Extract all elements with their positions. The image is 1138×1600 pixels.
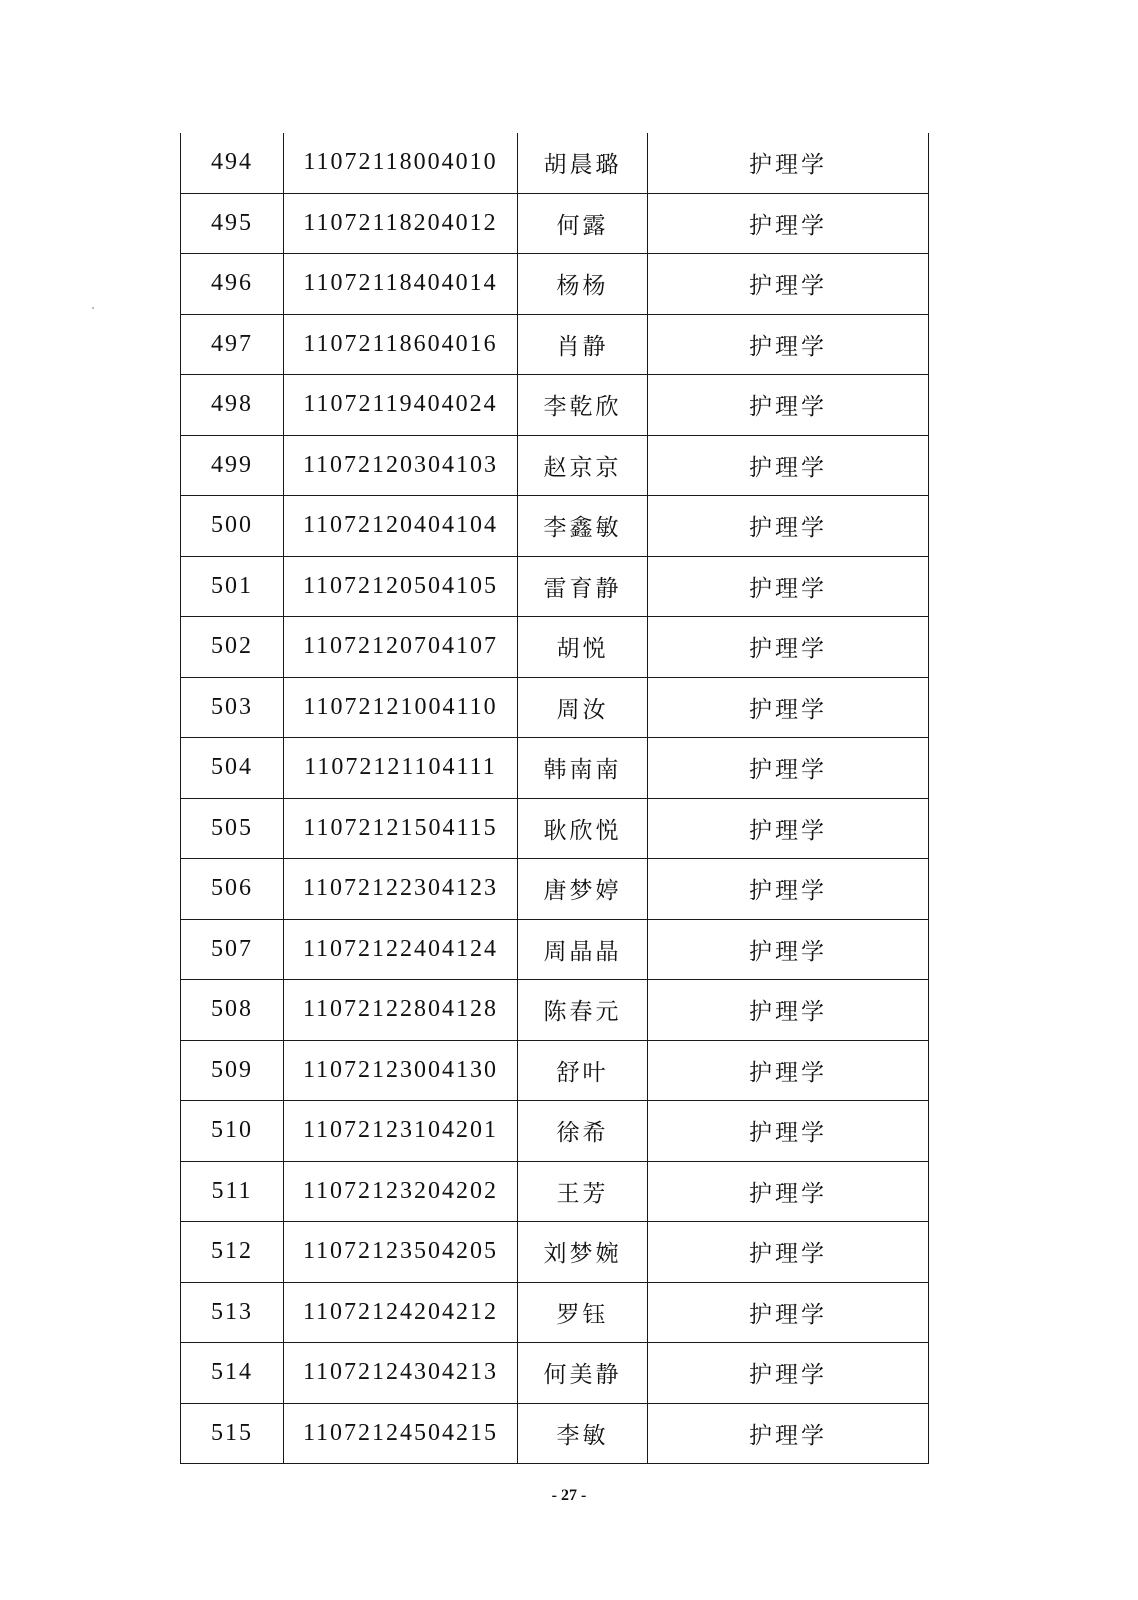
cell-major: 护理学 — [648, 738, 929, 799]
cell-name: 刘梦婉 — [518, 1222, 648, 1283]
roster-table-body — [181, 133, 929, 1464]
cell-name: 唐梦婷 — [518, 859, 648, 920]
table-row — [181, 859, 929, 920]
cell-name: 周晶晶 — [518, 919, 648, 980]
cell-name: 雷育静 — [518, 556, 648, 617]
table-row — [181, 314, 929, 375]
cell-sequence-number: 502 — [181, 617, 284, 678]
cell-sequence-number: 497 — [181, 314, 284, 375]
cell-sequence-number: 503 — [181, 677, 284, 738]
cell-name: 舒叶 — [518, 1040, 648, 1101]
cell-name: 王芳 — [518, 1161, 648, 1222]
cell-exam-number: 11072120504105 — [284, 556, 518, 617]
cell-exam-number: 11072124504215 — [284, 1403, 518, 1464]
cell-name: 杨杨 — [518, 254, 648, 315]
table-row — [181, 254, 929, 315]
table-row — [181, 919, 929, 980]
cell-major: 护理学 — [648, 919, 929, 980]
table-row — [181, 496, 929, 557]
cell-sequence-number: 499 — [181, 435, 284, 496]
cell-exam-number: 11072122404124 — [284, 919, 518, 980]
cell-exam-number: 11072121004110 — [284, 677, 518, 738]
cell-exam-number: 11072124204212 — [284, 1282, 518, 1343]
table-row — [181, 375, 929, 436]
cell-name: 周汝 — [518, 677, 648, 738]
cell-name: 徐希 — [518, 1101, 648, 1162]
cell-exam-number: 11072120704107 — [284, 617, 518, 678]
cell-major: 护理学 — [648, 496, 929, 557]
cell-exam-number: 11072119404024 — [284, 375, 518, 436]
cell-major: 护理学 — [648, 1222, 929, 1283]
cell-exam-number: 11072123204202 — [284, 1161, 518, 1222]
cell-sequence-number: 507 — [181, 919, 284, 980]
cell-exam-number: 11072118204012 — [284, 193, 518, 254]
cell-exam-number: 11072118604016 — [284, 314, 518, 375]
table-row — [181, 1222, 929, 1283]
cell-name: 李乾欣 — [518, 375, 648, 436]
cell-major: 护理学 — [648, 1161, 929, 1222]
cell-name: 耿欣悦 — [518, 798, 648, 859]
cell-major: 护理学 — [648, 1343, 929, 1404]
cell-exam-number: 11072121504115 — [284, 798, 518, 859]
cell-exam-number: 11072123004130 — [284, 1040, 518, 1101]
cell-major: 护理学 — [648, 980, 929, 1041]
table-row — [181, 738, 929, 799]
cell-exam-number: 11072120404104 — [284, 496, 518, 557]
cell-major: 护理学 — [648, 617, 929, 678]
table-row — [181, 133, 929, 193]
table-row — [181, 677, 929, 738]
table-row — [181, 556, 929, 617]
cell-name: 胡晨璐 — [518, 133, 648, 193]
cell-major: 护理学 — [648, 677, 929, 738]
cell-sequence-number: 511 — [181, 1161, 284, 1222]
cell-sequence-number: 509 — [181, 1040, 284, 1101]
table-row — [181, 435, 929, 496]
cell-sequence-number: 498 — [181, 375, 284, 436]
cell-sequence-number: 506 — [181, 859, 284, 920]
cell-exam-number: 11072124304213 — [284, 1343, 518, 1404]
cell-sequence-number: 513 — [181, 1282, 284, 1343]
cell-name: 韩南南 — [518, 738, 648, 799]
table-row — [181, 1403, 929, 1464]
cell-exam-number: 11072123104201 — [284, 1101, 518, 1162]
cell-major: 护理学 — [648, 1282, 929, 1343]
table-row — [181, 798, 929, 859]
cell-sequence-number: 496 — [181, 254, 284, 315]
table-row — [181, 1101, 929, 1162]
cell-major: 护理学 — [648, 314, 929, 375]
cell-major: 护理学 — [648, 1101, 929, 1162]
scan-speck — [92, 307, 94, 309]
cell-major: 护理学 — [648, 375, 929, 436]
cell-exam-number: 11072122804128 — [284, 980, 518, 1041]
cell-sequence-number: 510 — [181, 1101, 284, 1162]
table-row — [181, 1343, 929, 1404]
cell-exam-number: 11072123504205 — [284, 1222, 518, 1283]
cell-major: 护理学 — [648, 133, 929, 193]
cell-name: 何露 — [518, 193, 648, 254]
cell-major: 护理学 — [648, 798, 929, 859]
cell-name: 李敏 — [518, 1403, 648, 1464]
cell-sequence-number: 504 — [181, 738, 284, 799]
cell-major: 护理学 — [648, 435, 929, 496]
cell-sequence-number: 514 — [181, 1343, 284, 1404]
cell-name: 肖静 — [518, 314, 648, 375]
cell-name: 赵京京 — [518, 435, 648, 496]
cell-sequence-number: 501 — [181, 556, 284, 617]
table-row — [181, 1040, 929, 1101]
cell-exam-number: 11072121104111 — [284, 738, 518, 799]
cell-sequence-number: 505 — [181, 798, 284, 859]
cell-major: 护理学 — [648, 1403, 929, 1464]
table-row — [181, 617, 929, 678]
cell-name: 陈春元 — [518, 980, 648, 1041]
cell-major: 护理学 — [648, 193, 929, 254]
cell-sequence-number: 515 — [181, 1403, 284, 1464]
cell-exam-number: 11072122304123 — [284, 859, 518, 920]
page-number: - 27 - — [551, 1487, 587, 1504]
cell-major: 护理学 — [648, 254, 929, 315]
cell-exam-number: 11072118004010 — [284, 133, 518, 193]
cell-major: 护理学 — [648, 1040, 929, 1101]
cell-name: 何美静 — [518, 1343, 648, 1404]
cell-name: 李鑫敏 — [518, 496, 648, 557]
cell-sequence-number: 495 — [181, 193, 284, 254]
cell-major: 护理学 — [648, 859, 929, 920]
cell-sequence-number: 512 — [181, 1222, 284, 1283]
cell-sequence-number: 508 — [181, 980, 284, 1041]
table-row — [181, 193, 929, 254]
table-row — [181, 1161, 929, 1222]
cell-exam-number: 11072120304103 — [284, 435, 518, 496]
cell-exam-number: 11072118404014 — [284, 254, 518, 315]
cell-name: 罗钰 — [518, 1282, 648, 1343]
cell-sequence-number: 494 — [181, 133, 284, 193]
table-row — [181, 980, 929, 1041]
cell-major: 护理学 — [648, 556, 929, 617]
roster-table — [180, 133, 929, 1464]
cell-name: 胡悦 — [518, 617, 648, 678]
table-row — [181, 1282, 929, 1343]
cell-sequence-number: 500 — [181, 496, 284, 557]
